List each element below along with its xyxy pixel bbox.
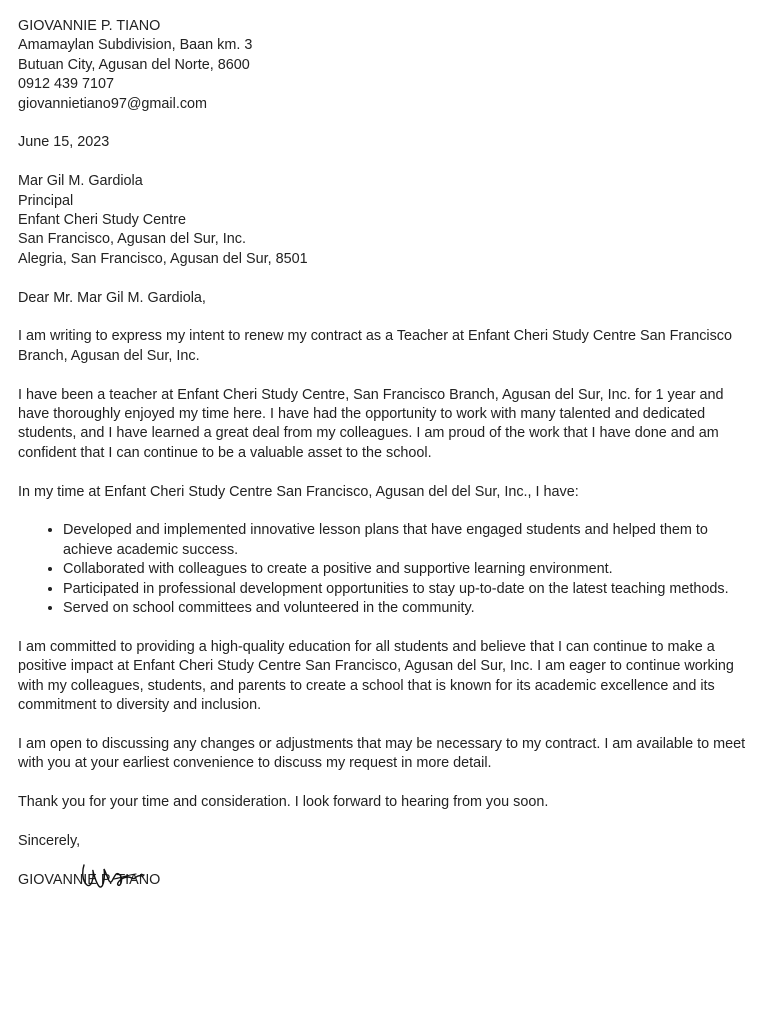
sender-block [18,17,753,114]
intro-paragraph: I am writing to express my intent to renew my contract as a Teacher at Enfant Cheri Study Centre San Francisco Branch, Agusan del Sur, Inc. [18,328,732,364]
recipient-title: Principal [18,192,74,209]
letter-page [18,17,753,890]
recipient-address-line-2: Alegria, San Francisco, Agusan del Sur, 8501 [18,250,308,267]
signature-block [18,871,753,890]
closing: Sincerely, [18,832,81,849]
accomplishments-list [18,521,753,618]
commitment-paragraph: I am committed to providing a high-quality education for all students and believe that I can continue to make a positive impact at Enfant Cheri Study Centre San Francisco, Agusan del Sur, Inc. I am eager to continue working with my colleagues, students, and parents to create a school that is known for its academic excellence and its commitment to diversity and inclusion. [18,638,734,714]
list-item: • Served on school committees and volunteered in the community. [63,599,753,618]
salutation: Dear Mr. Mar Gil M. Gardiola, [18,289,206,306]
experience-paragraph: I have been a teacher at Enfant Cheri Study Centre, San Francisco Branch, Agusan del Sur, Inc. for 1 year and have thoroughly enjoyed my time here. I have had the opportunity to work with many talented and dedicated students, and I have learned a great deal from my colleagues. I am proud of the work that I have done and am confident that I can continue to be a valuable asset to the school. [18,386,724,461]
signature-name: GIOVANNIE P. TIANO [18,871,161,888]
thanks-paragraph: Thank you for your time and consideration. I look forward to hearing from you soon. [18,794,549,811]
sender-address-line-1: Amamaylan Subdivision, Baan km. 3 [18,37,253,54]
list-item: • Participated in professional development opportunities to stay up-to-date on the latest teaching methods. [63,580,753,599]
sender-phone: 0912 439 7107 [18,76,115,93]
open-paragraph: I am open to discussing any changes or adjustments that may be necessary to my contract. I am available to meet with you at your earliest convenience to discuss my request in more detail. [18,735,746,772]
list-item: • Developed and implemented innovative lesson plans that have engaged students and helped them to achieve academic success. [63,521,753,560]
recipient-address-line-1: San Francisco, Agusan del Sur, Inc. [18,231,246,248]
sender-address-line-2: Butuan City, Agusan del Norte, 8600 [18,56,250,73]
list-item: • Collaborated with colleagues to create a positive and supportive learning environment. [63,560,753,579]
recipient-school: Enfant Cheri Study Centre [18,212,186,229]
list-intro-paragraph: In my time at Enfant Cheri Study Centre San Francisco, Agusan del del Sur, Inc., I have: [18,483,579,500]
sender-name: GIOVANNIE P. TIANO [18,18,161,34]
letter-date: June 15, 2023 [18,134,110,151]
recipient-name: Mar Gil M. Gardiola [18,173,143,190]
recipient-block [18,172,753,269]
sender-email: giovannietiano97@gmail.com [18,95,208,112]
handwritten-signature [78,857,148,893]
